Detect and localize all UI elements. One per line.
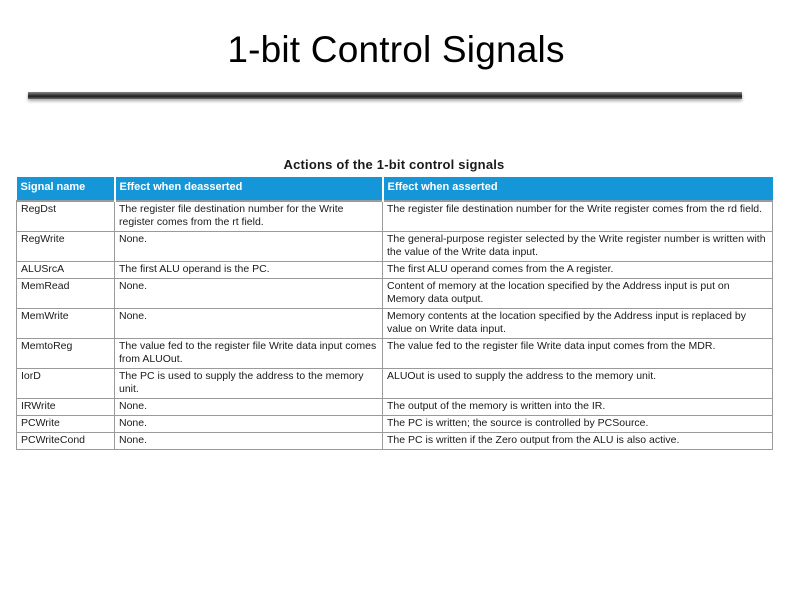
table-header-row	[17, 177, 773, 201]
signal-name-cell: RegDst	[17, 201, 115, 232]
deasserted-cell: None.	[115, 416, 383, 433]
control-signals-table	[16, 177, 773, 450]
asserted-cell: The PC is written if the Zero output from the ALU is also active.	[383, 433, 773, 450]
title-divider	[28, 92, 742, 99]
deasserted-cell: The first ALU operand is the PC.	[115, 262, 383, 279]
asserted-cell: The output of the memory is written into the IR.	[383, 399, 773, 416]
table-row	[17, 339, 773, 369]
asserted-cell: ALUOut is used to supply the address to the memory unit.	[383, 369, 773, 399]
asserted-cell: The PC is written; the source is controlled by PCSource.	[383, 416, 773, 433]
table-row	[17, 369, 773, 399]
signal-name-cell: MemRead	[17, 279, 115, 309]
table-row	[17, 201, 773, 232]
deasserted-cell: None.	[115, 433, 383, 450]
table-row	[17, 309, 773, 339]
signal-name-cell: IRWrite	[17, 399, 115, 416]
signal-name-cell: MemtoReg	[17, 339, 115, 369]
column-header-signal-name: Signal name	[17, 177, 115, 201]
asserted-cell: The first ALU operand comes from the A register.	[383, 262, 773, 279]
signal-name-cell: RegWrite	[17, 232, 115, 262]
asserted-cell: Content of memory at the location specified by the Address input is put on Memory data output.	[383, 279, 773, 309]
asserted-cell: The register file destination number for the Write register comes from the rd field.	[383, 201, 773, 232]
table-caption: Actions of the 1-bit control signals	[283, 157, 505, 172]
deasserted-cell: The register file destination number for the Write register comes from the rt field.	[115, 201, 383, 232]
table-row	[17, 399, 773, 416]
deasserted-cell: None.	[115, 279, 383, 309]
table-row	[17, 433, 773, 450]
table-row	[17, 279, 773, 309]
deasserted-cell: None.	[115, 399, 383, 416]
table-row	[17, 416, 773, 433]
signal-name-cell: IorD	[17, 369, 115, 399]
signal-name-cell: ALUSrcA	[17, 262, 115, 279]
slide-title: 1-bit Control Signals	[227, 29, 565, 70]
column-header-deasserted: Effect when deasserted	[115, 177, 383, 201]
asserted-cell: The general-purpose register selected by the Write register number is written with the value of the Write data input.	[383, 232, 773, 262]
asserted-cell: Memory contents at the location specified by the Address input is replaced by value on Write data input.	[383, 309, 773, 339]
deasserted-cell: None.	[115, 309, 383, 339]
signal-name-cell: PCWriteCond	[17, 433, 115, 450]
signal-name-cell: MemWrite	[17, 309, 115, 339]
deasserted-cell: None.	[115, 232, 383, 262]
signal-name-cell: PCWrite	[17, 416, 115, 433]
deasserted-cell: The value fed to the register file Write data input comes from ALUOut.	[115, 339, 383, 369]
asserted-cell: The value fed to the register file Write data input comes from the MDR.	[383, 339, 773, 369]
table-row	[17, 262, 773, 279]
table-row	[17, 232, 773, 262]
column-header-asserted: Effect when asserted	[383, 177, 773, 201]
deasserted-cell: The PC is used to supply the address to the memory unit.	[115, 369, 383, 399]
